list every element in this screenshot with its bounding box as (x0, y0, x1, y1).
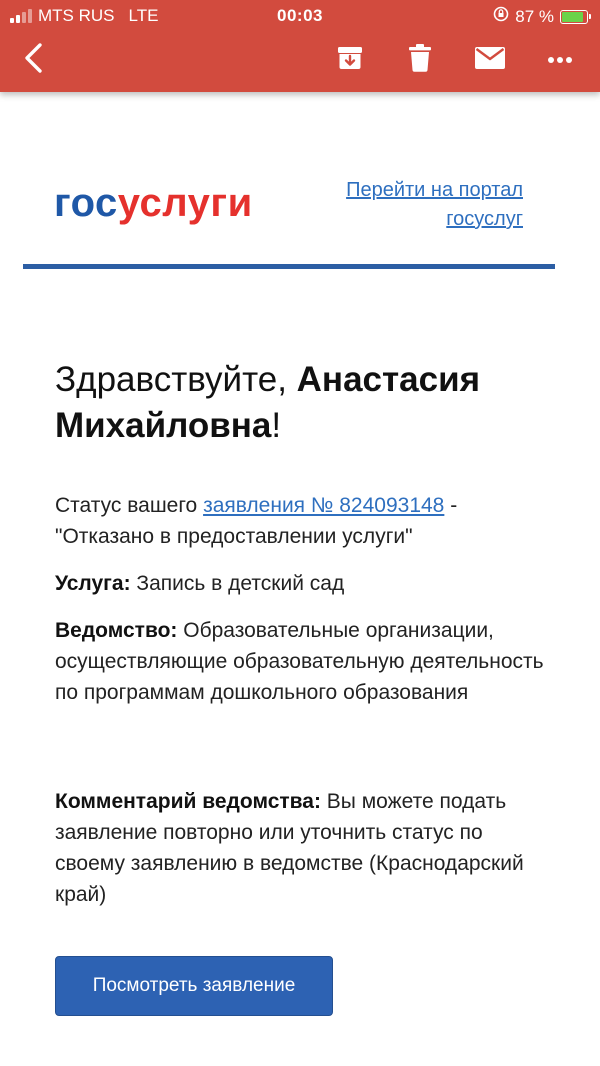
status-value: - "Отказано в предоставлении услуги" (55, 494, 458, 548)
comment-paragraph (55, 786, 545, 910)
battery-percent: 87 % (515, 6, 554, 26)
gosuslugi-logo[interactable] (54, 178, 253, 228)
delete-button[interactable] (400, 40, 440, 80)
more-button[interactable] (540, 40, 580, 80)
service-paragraph (55, 568, 545, 599)
archive-button[interactable] (330, 40, 370, 80)
comment-value: Вы можете подать заявление повторно или уточнить статус по своему заявлению в ведомстве (Краснодарский край) (55, 790, 524, 906)
logo-part-gos: гос (54, 181, 118, 225)
department-label: Ведомство: (55, 619, 178, 642)
status-right (493, 6, 588, 27)
back-button[interactable] (14, 40, 54, 80)
greeting (55, 357, 555, 449)
department-paragraph (55, 615, 545, 708)
department-value: Образовательные организации, осуществляющие образовательную деятельность по программам дошкольного образования (55, 619, 544, 704)
status-bar (0, 0, 600, 32)
status-prefix: Статус вашего (55, 494, 204, 517)
chevron-left-icon (22, 42, 46, 79)
carrier-name: MTS RUS (38, 6, 115, 25)
network-type: LTE (128, 6, 159, 25)
portal-link[interactable]: Перейти на портал госуслуг (346, 179, 523, 230)
header-divider (23, 264, 555, 269)
application-link[interactable]: заявления № 824093148 (203, 494, 445, 517)
clock: 00:03 (277, 6, 323, 25)
greeting-suffix: ! (271, 406, 282, 445)
trash-icon (407, 43, 433, 78)
app-bar (0, 0, 600, 92)
service-value: Запись в детский сад (130, 572, 345, 595)
mark-unread-button[interactable] (470, 40, 510, 80)
logo-part-uslugi: услуги (117, 181, 253, 225)
view-application-button[interactable]: Посмотреть заявление (55, 956, 333, 1016)
greeting-prefix: Здравствуйте, (55, 360, 297, 399)
rotation-lock-icon (493, 6, 509, 27)
more-horizontal-icon (547, 51, 573, 69)
service-label: Услуга: (55, 572, 131, 595)
status-paragraph (55, 490, 545, 552)
recipient-name: Анастасия Михайловна (55, 360, 481, 445)
envelope-icon (474, 45, 506, 76)
comment-label: Комментарий ведомства: (55, 790, 321, 813)
battery-icon (560, 10, 588, 24)
archive-icon (335, 43, 365, 78)
